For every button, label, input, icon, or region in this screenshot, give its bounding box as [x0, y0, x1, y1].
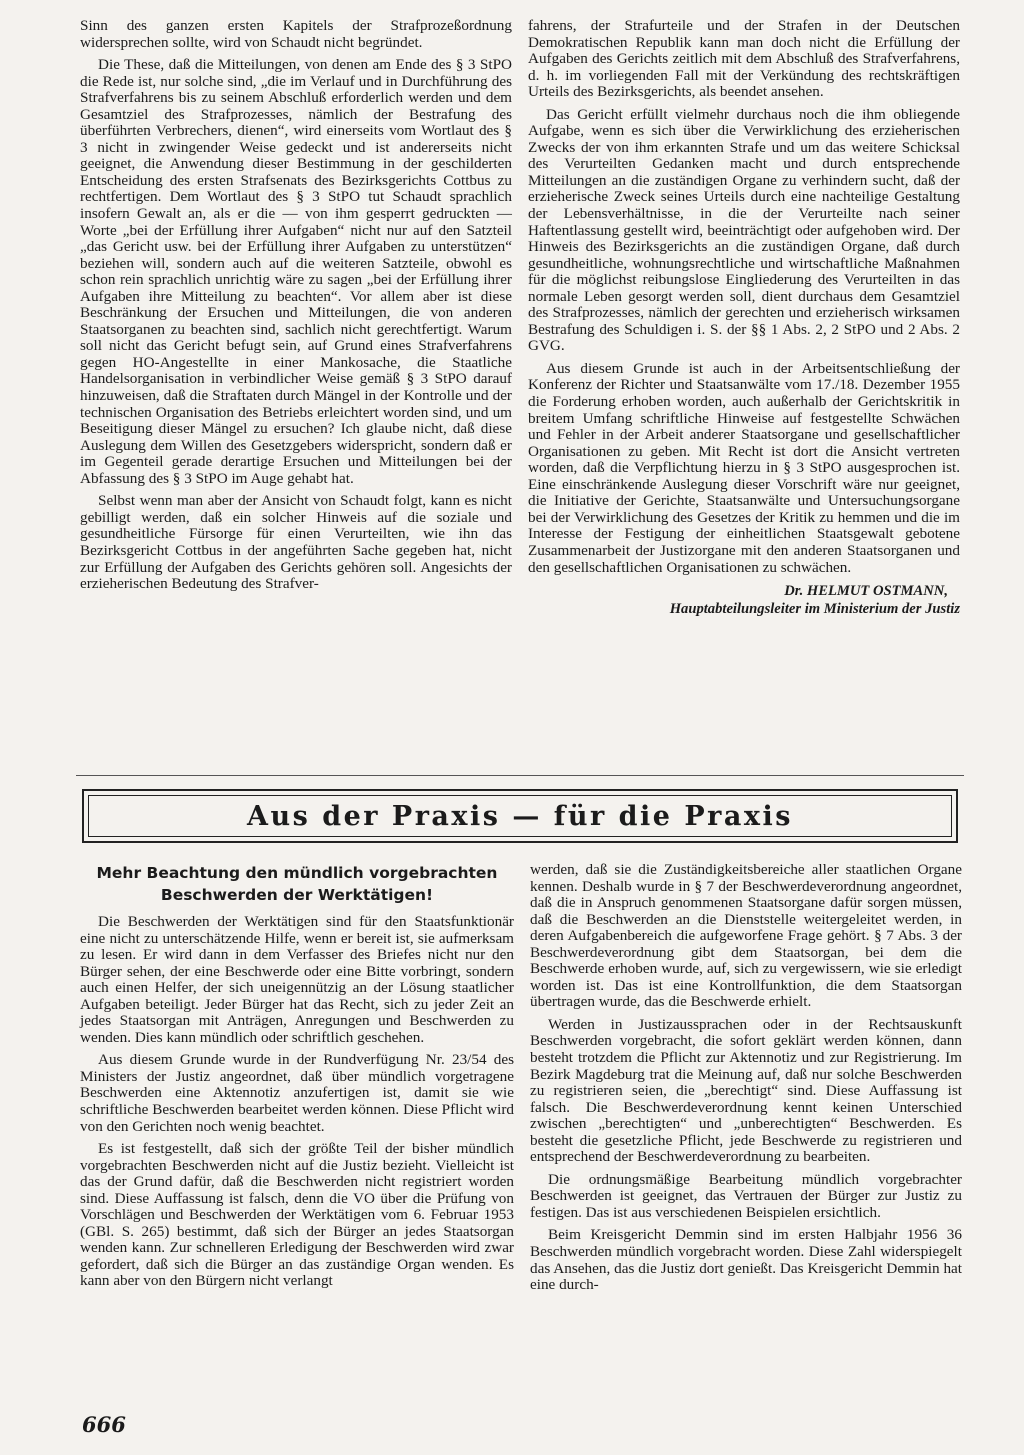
top-left-column [80, 18, 512, 599]
paragraph: Die Beschwerden der Werktätigen sind für den Staatsfunktionär eine nicht zu unterschätzende Hilfe, wenn er bereit ist, sie aufmerksam zu lesen. Er wird dann in dem Verfasser des Briefes nicht nur den Bürger sehen, der eine Beschwerde oder eine Bitte vorbringt, sondern auch einen Helfer, der sich uneigennützig an der Lösung staatlicher Aufgaben beteiligt. Jeder Bürger hat das Recht, sich zu jeder Zeit an jedes Staatsorgan mit Anträgen, Anregungen und Beschwerden zu wenden. Dies kann mündlich oder schriftlich geschehen. [80, 913, 514, 1046]
page-number: 666 [82, 1412, 126, 1437]
paragraph: Das Gericht erfüllt vielmehr durchaus noch die ihm obliegende Aufgabe, wenn es sich über die Verwirklichung des erzieherischen Zwecks der von ihm erkannten Strafe und um das weitere Schicksal des Verurteilten Gedanken macht und durch entsprechende Mitteilungen an die zuständigen Organe zu verhindern sucht, daß der erzieherische Zweck seines Urteils durch eine nachteilige Gestaltung der Lebensverhältnisse, in die der Verurteilte nach seiner Haftentlassung gestellt wird, beeinträchtigt oder aufgehoben wird. Der Hinweis des Bezirksgerichts an die zuständigen Organe, daß durch gesundheitliche, wohnungsrechtliche und wirtschaftliche Maßnahmen für die möglichst reibungslose Eingliederung des Verurteilten in das normale Leben gesorgt werden soll, dient durchaus dem Gesamtziel des Strafprozesses, nämlich der gerechten und erzieherisch wirksamen Bestrafung des Schuldigen i. S. der §§ 1 Abs. 2, 2 StPO und 2 Abs. 2 GVG. [528, 105, 960, 355]
paragraph: Es ist festgestellt, daß sich der größte Teil der bisher mündlich vorgebrachten Beschwerden nicht auf die Justiz bezieht. Vielleicht ist das der Grund dafür, daß die Beschwerden nicht registriert worden sind. Diese Auffassung ist falsch, denn die VO über die Prüfung von Vorschlägen und Beschwerden der Werktätigen vom 6. Februar 1953 (GBl. S. 265) bestimmt, daß sich der Bürger an jedes Staatsorgan wenden kann. Zur schnelleren Erledigung der Beschwerden wird zwar gefordert, daß sich die Bürger an das zuständige Organ wenden. Es kann aber von den Bürgern nicht verlangt [80, 1140, 514, 1290]
author-title: Hauptabteilungsleiter im Ministerium der Justiz [669, 601, 960, 618]
paragraph: fahrens, der Strafurteile und der Strafen in der Deutschen Demokratischen Republik kann man doch nicht die Erfüllung der Aufgaben des Gerichts zeitlich mit dem Abschluß des Strafverfahrens, d. h. im vorliegenden Fall mit der Verkündung des rechtskräftigen Urteils des Bezirksgerichts, als beendet ansehen. [528, 17, 960, 101]
section-banner [82, 789, 958, 843]
article-heading [80, 862, 514, 906]
paragraph: Beim Kreisgericht Demmin sind im ersten Halbjahr 1956 36 Beschwerden mündlich vorgebracht worden. Diese Zahl widerspiegelt das Ansehen, das die Justiz dort genießt. Das Kreisgericht Demmin hat eine durch- [530, 1226, 962, 1294]
author-name: Dr. HELMUT OSTMANN, [784, 583, 948, 600]
paragraph: Selbst wenn man aber der Ansicht von Schaudt folgt, kann es nicht gebilligt werden, daß ein solcher Hinweis auf die soziale und gesundheitliche Fürsorge für einen Verurteilten, wie ihn das Bezirksgericht Cottbus in der angeführten Sache gegeben hat, nicht zur Erfüllung der Aufgaben des Gerichts gehören soll. Angesichts der erzieherischen Bedeutung des Strafver- [80, 492, 512, 593]
article-heading-line: Mehr Beachtung den mündlich vorgebrachten [96, 864, 498, 882]
author-signature [528, 582, 960, 618]
section-banner-inner-frame [88, 795, 952, 837]
paragraph: werden, daß sie die Zuständigkeitsbereiche aller staatlichen Organe kennen. Deshalb wurde in § 7 der Beschwerdeverordnung angeordnet, daß die in Anspruch genommenen Staatsorgane dafür sorgen müssen, daß die Beschwerden an die Dienststelle weitergeleitet werden, in deren Aufgabenbereich die aufgeworfene Frage gehört. § 7 Abs. 3 der Beschwerdeverordnung gibt dem Staatsorgan, bei dem die Beschwerde erhoben wurde, auf, sich zu vergewissern, wie sie erledigt worden ist. Das ist eine Kontrollfunktion, die dem Staatsorgan übertragen wurde, das die Beschwerde erhielt. [530, 861, 962, 1011]
section-banner-title: Aus der Praxis — für die Praxis [247, 800, 793, 832]
section-divider [76, 775, 964, 776]
bottom-left-column [80, 862, 514, 1296]
paragraph: Werden in Justizaussprachen oder in der Rechtsauskunft Beschwerden vorgebracht, die sofort geklärt werden können, dann besteht trotzdem die Pflicht zur Aktennotiz und zur Registrierung. Im Bezirk Magdeburg trat die Meinung auf, daß nur solche Beschwerden zu registrieren seien, die „berechtigt“ sind. Diese Auffassung ist falsch. Die Beschwerdeverordnung kennt keinen Unterschied zwischen „berechtigten“ und „unberechtigten“ Beschwerden. Es besteht die gesetzliche Pflicht, jede Beschwerde zu registrieren und entsprechend der Beschwerdeverordnung zu bearbeiten. [530, 1015, 962, 1166]
article-heading-line: Beschwerden der Werktätigen! [160, 886, 434, 904]
paragraph: Sinn des ganzen ersten Kapitels der Strafprozeßordnung widersprechen sollte, wird von Schaudt nicht begründet. [80, 17, 512, 51]
paragraph: Die ordnungsmäßige Bearbeitung mündlich vorgebrachter Beschwerden ist geeignet, das Vertrauen der Bürger zur Justiz zu festigen. Das ist aus verschiedenen Beispielen ersichtlich. [530, 1170, 962, 1221]
paragraph: Aus diesem Grunde ist auch in der Arbeitsentschließung der Konferenz der Richter und Staatsanwälte vom 17./18. Dezember 1955 die Forderung erhoben worden, auch außerhalb der Gerichtskritik in breitem Umfang schriftliche Hinweise auf festgestellte Schwächen und Fehler in der Arbeit anderer Staatsorgane und gesellschaftlicher Organisationen zu geben. Mit Recht ist dort die Ansicht vertreten worden, daß die Verpflichtung hierzu in § 3 StPO ausgesprochen ist. Eine einschränkende Auslegung dieser Vorschrift wäre nur geeignet, die Initiative der Gerichte, Staatsanwälte und Untersuchungsorgane bei der Verwirklichung des Gesetzes der Kritik zu hemmen und die im Interesse der Festigung der einheitlichen Staatsgewalt gebotene Zusammenarbeit der Justizorgane mit den anderen Staatsorganen und den gesellschaftlichen Organisationen zu schwächen. [528, 359, 960, 576]
paragraph: Aus diesem Grunde wurde in der Rundverfügung Nr. 23/54 des Ministers der Justiz angeordnet, daß über mündlich vorgetragene Beschwerden eine Aktennotiz anzufertigen ist, damit sie wie schriftliche Beschwerden bearbeitet werden können. Diese Pflicht wird von den Gerichten noch wenig beachtet. [80, 1051, 514, 1135]
paragraph: Die These, daß die Mitteilungen, von denen am Ende des § 3 StPO die Rede ist, nur solche sind, „die im Verlauf und in Durchführung des Strafverfahrens bis zu seinem Abschluß erforderlich werden und dem Gesamtziel des Strafprozesses, nämlich der Bestrafung des überführten Verbrechers, dienen“, wird einerseits vom Wortlaut des § 3 nicht in zwingender Weise gedeckt und ist andererseits nicht geeignet, die Anwendung dieser Bestimmung in der geschilderten Entscheidung des ersten Strafsenats des Bezirksgerichts Cottbus zu rechtfertigen. Dem Wortlaut des § 3 StPO tut Schaudt sprachlich insofern Gewalt an, als er die — von ihm gesperrt gedruckten — Worte „bei der Erfüllung ihrer Aufgaben“ nicht nur auf den Satzteil „das Gericht usw. bei der Erfüllung ihrer Aufgaben zu unterstützen“ beziehen will, sondern auch auf die weiteren Satzteile, obwohl es schon rein sprachlich unrichtig wäre zu sagen „bei der Erfüllung ihrer Aufgaben ihre Mitteilung zu beachten“. Vor allem aber ist diese Beschränkung der Ersuchen und Mitteilungen, die von anderen Staatsorganen zu beachten sind, sachlich nicht gerechtfertigt. Warum soll nicht das Gericht befugt sein, auf Grund eines Strafverfahrens gegen HO-Angestellte in einer Mankosache, die Staatliche Handelsorganisation in verbindlicher Weise gemäß § 3 StPO darauf hinzuweisen, daß die Straftaten durch Mängel in der Kontrolle und der technischen Organisation des Betriebs erleichtert worden sind, und um Beseitigung dieser Mängel zu ersuchen? Ich glaube nicht, daß diese Auslegung dem Willen des Gesetzgebers widerspricht, sondern daß er im Gegenteil gerade derartige Ersuchen und Mitteilungen bei der Abfassung des § 3 StPO im Auge gehabt hat. [80, 56, 512, 487]
top-right-column [528, 18, 960, 618]
bottom-right-column [530, 862, 962, 1300]
